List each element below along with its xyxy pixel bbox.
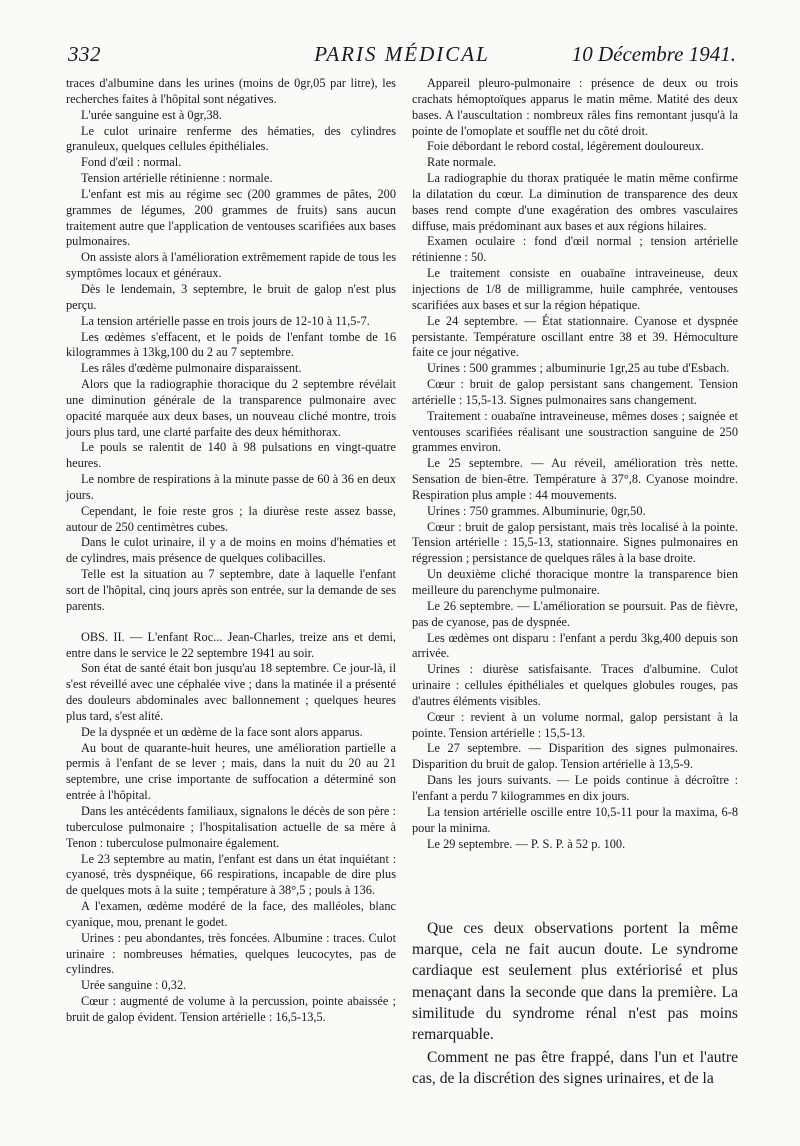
closing-paragraph: Comment ne pas être frappé, dans l'un et l'autre cas, de la discrétion des signes urinaires, et de la [412,1049,738,1088]
paragraph: Fond d'œil : normal. [81,155,182,170]
paragraph: Le culot urinaire renferme des hématies, des cylindres granuleux, quelques cellules épithéliales. [66,123,396,154]
paragraph: Le traitement consiste en ouabaïne intraveineuse, deux injections de 1/8 de milligramme, huile camphrée, ventouses scarifiées aux bases et sur la région hépatique. [412,266,738,312]
observation-heading-paragraph: OBS. II. — L'enfant Roc... Jean-Charles, treize ans et demi, entre dans le service le 22 septembre 1941 au soir. [66,629,396,660]
paragraph: Dès le lendemain, 3 septembre, le bruit de galop n'est plus perçu. [66,281,396,312]
paragraph: Tension artérielle rétinienne : normale. [81,171,273,186]
page-header [68,42,736,72]
paragraph: Alors que la radiographie thoracique du 2 septembre révélait une diminution générale de la transparence pulmonaire avec opacité marquée aux deux bases, un nouveau cliché montre, trois jours plus tard, une clarté parfaite des deux hémithorax. [66,377,396,439]
paragraph: La tension artérielle oscille entre 10,5-11 pour la maxima, 6-8 pour la minima. [412,804,738,835]
page-number: 332 [68,42,101,66]
paragraph: Foie débordant le rebord costal, légèrement douloureux. [427,139,704,154]
paragraph: Le 29 septembre. — P. S. P. à 52 p. 100. [427,836,626,851]
closing-text [412,918,738,1090]
paragraph: L'enfant est mis au régime sec (200 grammes de pâtes, 200 grammes de légumes, 200 grammes de fruits) sans aucun traitement autre que l'application de ventouses scarifiées aux bases pulmonaires. [66,186,396,249]
paragraph: Rate normale. [427,155,497,170]
paragraph: traces d'albumine dans les urines (moins de 0gr,05 par litre), les recherches faites à l'hôpital sont négatives. [66,76,396,106]
paragraph: Le nombre de respirations à la minute passe de 60 à 36 en deux jours. [66,472,396,502]
right-column [412,76,738,852]
paragraph: Son état de santé était bon jusqu'au 18 septembre. Ce jour-là, il s'est réveillé avec une céphalée vive ; dans la matinée il a présenté des douleurs abdominales avec ballonnement ; quelques heures plus tard, s'est alité. [66,661,396,723]
paragraph: La radiographie du thorax pratiquée le matin même confirme la dilatation du cœur. La diminution de transparence des deux bases rend compte d'une exagération des ombres vasculaires diffuse, mais prédominant aux bases et aux régions hilaires. [412,171,738,233]
paragraph: Un deuxième cliché thoracique montre la transparence bien meilleure du parenchyme pulmonaire. [412,567,738,597]
paragraph: Dans les antécédents familiaux, signalons le décès de son père : tuberculose pulmonaire ; l'hospitalisation actuelle de sa mère à Tenon : tuberculose pulmonaire également. [66,803,396,850]
paragraph: De la dyspnée et un œdème de la face sont alors apparus. [81,724,363,739]
paragraph: Urines : diurèse satisfaisante. Traces d'albumine. Culot urinaire : cellules épithéliales et quelques globules rouges, pas d'autres éléments visibles. [412,662,738,708]
issue-date: 10 Décembre 1941. [571,42,736,66]
paragraph: Telle est la situation au 7 septembre, date à laquelle l'enfant sort de l'hôpital, cinq jours après son entrée, sur la demande de ses parents. [66,567,396,613]
paragraph: Le 24 septembre. — État stationnaire. Cyanose et dyspnée persistante. Température oscillant entre 38 et 39. Hémoculture faite ce jour négative. [412,313,738,360]
paragraph: L'urée sanguine est à 0gr,38. [81,107,222,122]
paragraph: Dans les jours suivants. — Le poids continue à décroître : l'enfant a perdu 7 kilogrammes en dix jours. [412,773,738,803]
paragraph: Le pouls se ralentit de 140 à 98 pulsations en vingt-quatre heures. [66,440,396,471]
closing-paragraph: Que ces deux observations portent la même marque, cela ne fait aucun doute. Le syndrome cardiaque est seulement plus extériorisé et plus menaçant dans la seconde que dans la première. La similitude du syndrome rénal n'est pas moins remarquable. [412,920,738,1044]
paragraph: Dans le culot urinaire, il y a de moins en moins d'hématies et de cylindres, mais présence de quelques colibacilles. [66,535,396,566]
paragraph: Cependant, le foie reste gros ; la diurèse reste assez basse, autour de 250 centimètres cubes. [66,503,396,534]
journal-title: PARIS MÉDICAL [314,42,490,66]
paragraph: Cœur : bruit de galop persistant, mais très localisé à la pointe. Tension artérielle : 15,5-13, stationnaire. Signes pulmonaires en régression ; persistance de quelques râles à la base droite. [412,519,738,566]
paragraph: Cœur : revient à un volume normal, galop persistant à la pointe. Tension artérielle : 15,5-13. [412,709,738,740]
paragraph: Urines : 750 grammes. Albuminurie, 0gr,50. [427,503,646,518]
paragraph: Appareil pleuro-pulmonaire : présence de deux ou trois crachats hémoptoïques apparus le matin même. Matité des deux bases. A l'auscultation : nombreux râles fins remontant jusqu'à la pointe de l'omoplate et souffle net du côté droit. [412,76,738,138]
paragraph: Le 23 septembre au matin, l'enfant est dans un état inquiétant : cyanosé, très dyspnéique, 66 respirations, incapable de dire plus de quelques mots à la suite ; température à 38°,5 ; pouls à 136. [66,851,396,898]
paragraph: Le 26 septembre. — L'amélioration se poursuit. Pas de fièvre, pas de cyanose, pas de dyspnée. [412,598,738,629]
paragraph: Au bout de quarante-huit heures, une amélioration partielle a permis à l'enfant de se lever ; mais, dans la nuit du 20 au 21 septembre, une crise importante de suffocation a déterminé son entrée à l'hôpital. [66,740,396,803]
paragraph: Les œdèmes ont disparu : l'enfant a perdu 3kg,400 depuis son arrivée. [412,630,738,661]
paragraph: La tension artérielle passe en trois jours de 12-10 à 11,5-7. [81,313,370,328]
paragraph: Les œdèmes s'effacent, et le poids de l'enfant tombe de 16 kilogrammes à 13kg,100 du 2 au 7 septembre. [66,329,396,360]
paragraph: Urée sanguine : 0,32. [81,978,187,993]
paragraph: Urines : 500 grammes ; albuminurie 1gr,25 au tube d'Esbach. [427,361,730,376]
left-column [66,76,396,1026]
paragraph: Les râles d'œdème pulmonaire disparaissent. [81,361,302,376]
paragraph: On assiste alors à l'amélioration extrêmement rapide de tous les symptômes locaux et généraux. [66,250,396,281]
paragraph: Traitement : ouabaïne intraveineuse, mêmes doses ; saignée et ventouses scarifiées réalisant une soustraction sanguine de 250 grammes environ. [412,408,738,455]
paragraph: A l'examen, œdème modéré de la face, des malléoles, blanc cyanique, mou, prenant le godet. [66,899,396,929]
paragraph: Cœur : bruit de galop persistant sans changement. Tension artérielle : 15,5-13. Signes pulmonaires sans changement. [412,377,738,407]
paragraph: Le 27 septembre. — Disparition des signes pulmonaires. Disparition du bruit de galop. Tension artérielle à 13,5-9. [412,741,738,772]
paragraph: Urines : peu abondantes, très foncées. Albumine : traces. Culot urinaire : nombreuses hématies, quelques leucocytes, pas de cylindres. [66,930,396,977]
paragraph: Cœur : augmenté de volume à la percussion, pointe abaissée ; bruit de galop évident. Tension artérielle : 16,5-13,5. [66,994,396,1024]
paragraph: Le 25 septembre. — Au réveil, amélioration très nette. Sensation de bien-être. Température à 37°,8. Cyanose moindre. Respiration plus ample : 44 mouvements. [412,456,738,502]
paragraph: Examen oculaire : fond d'œil normal ; tension artérielle rétinienne : 50. [412,234,738,265]
